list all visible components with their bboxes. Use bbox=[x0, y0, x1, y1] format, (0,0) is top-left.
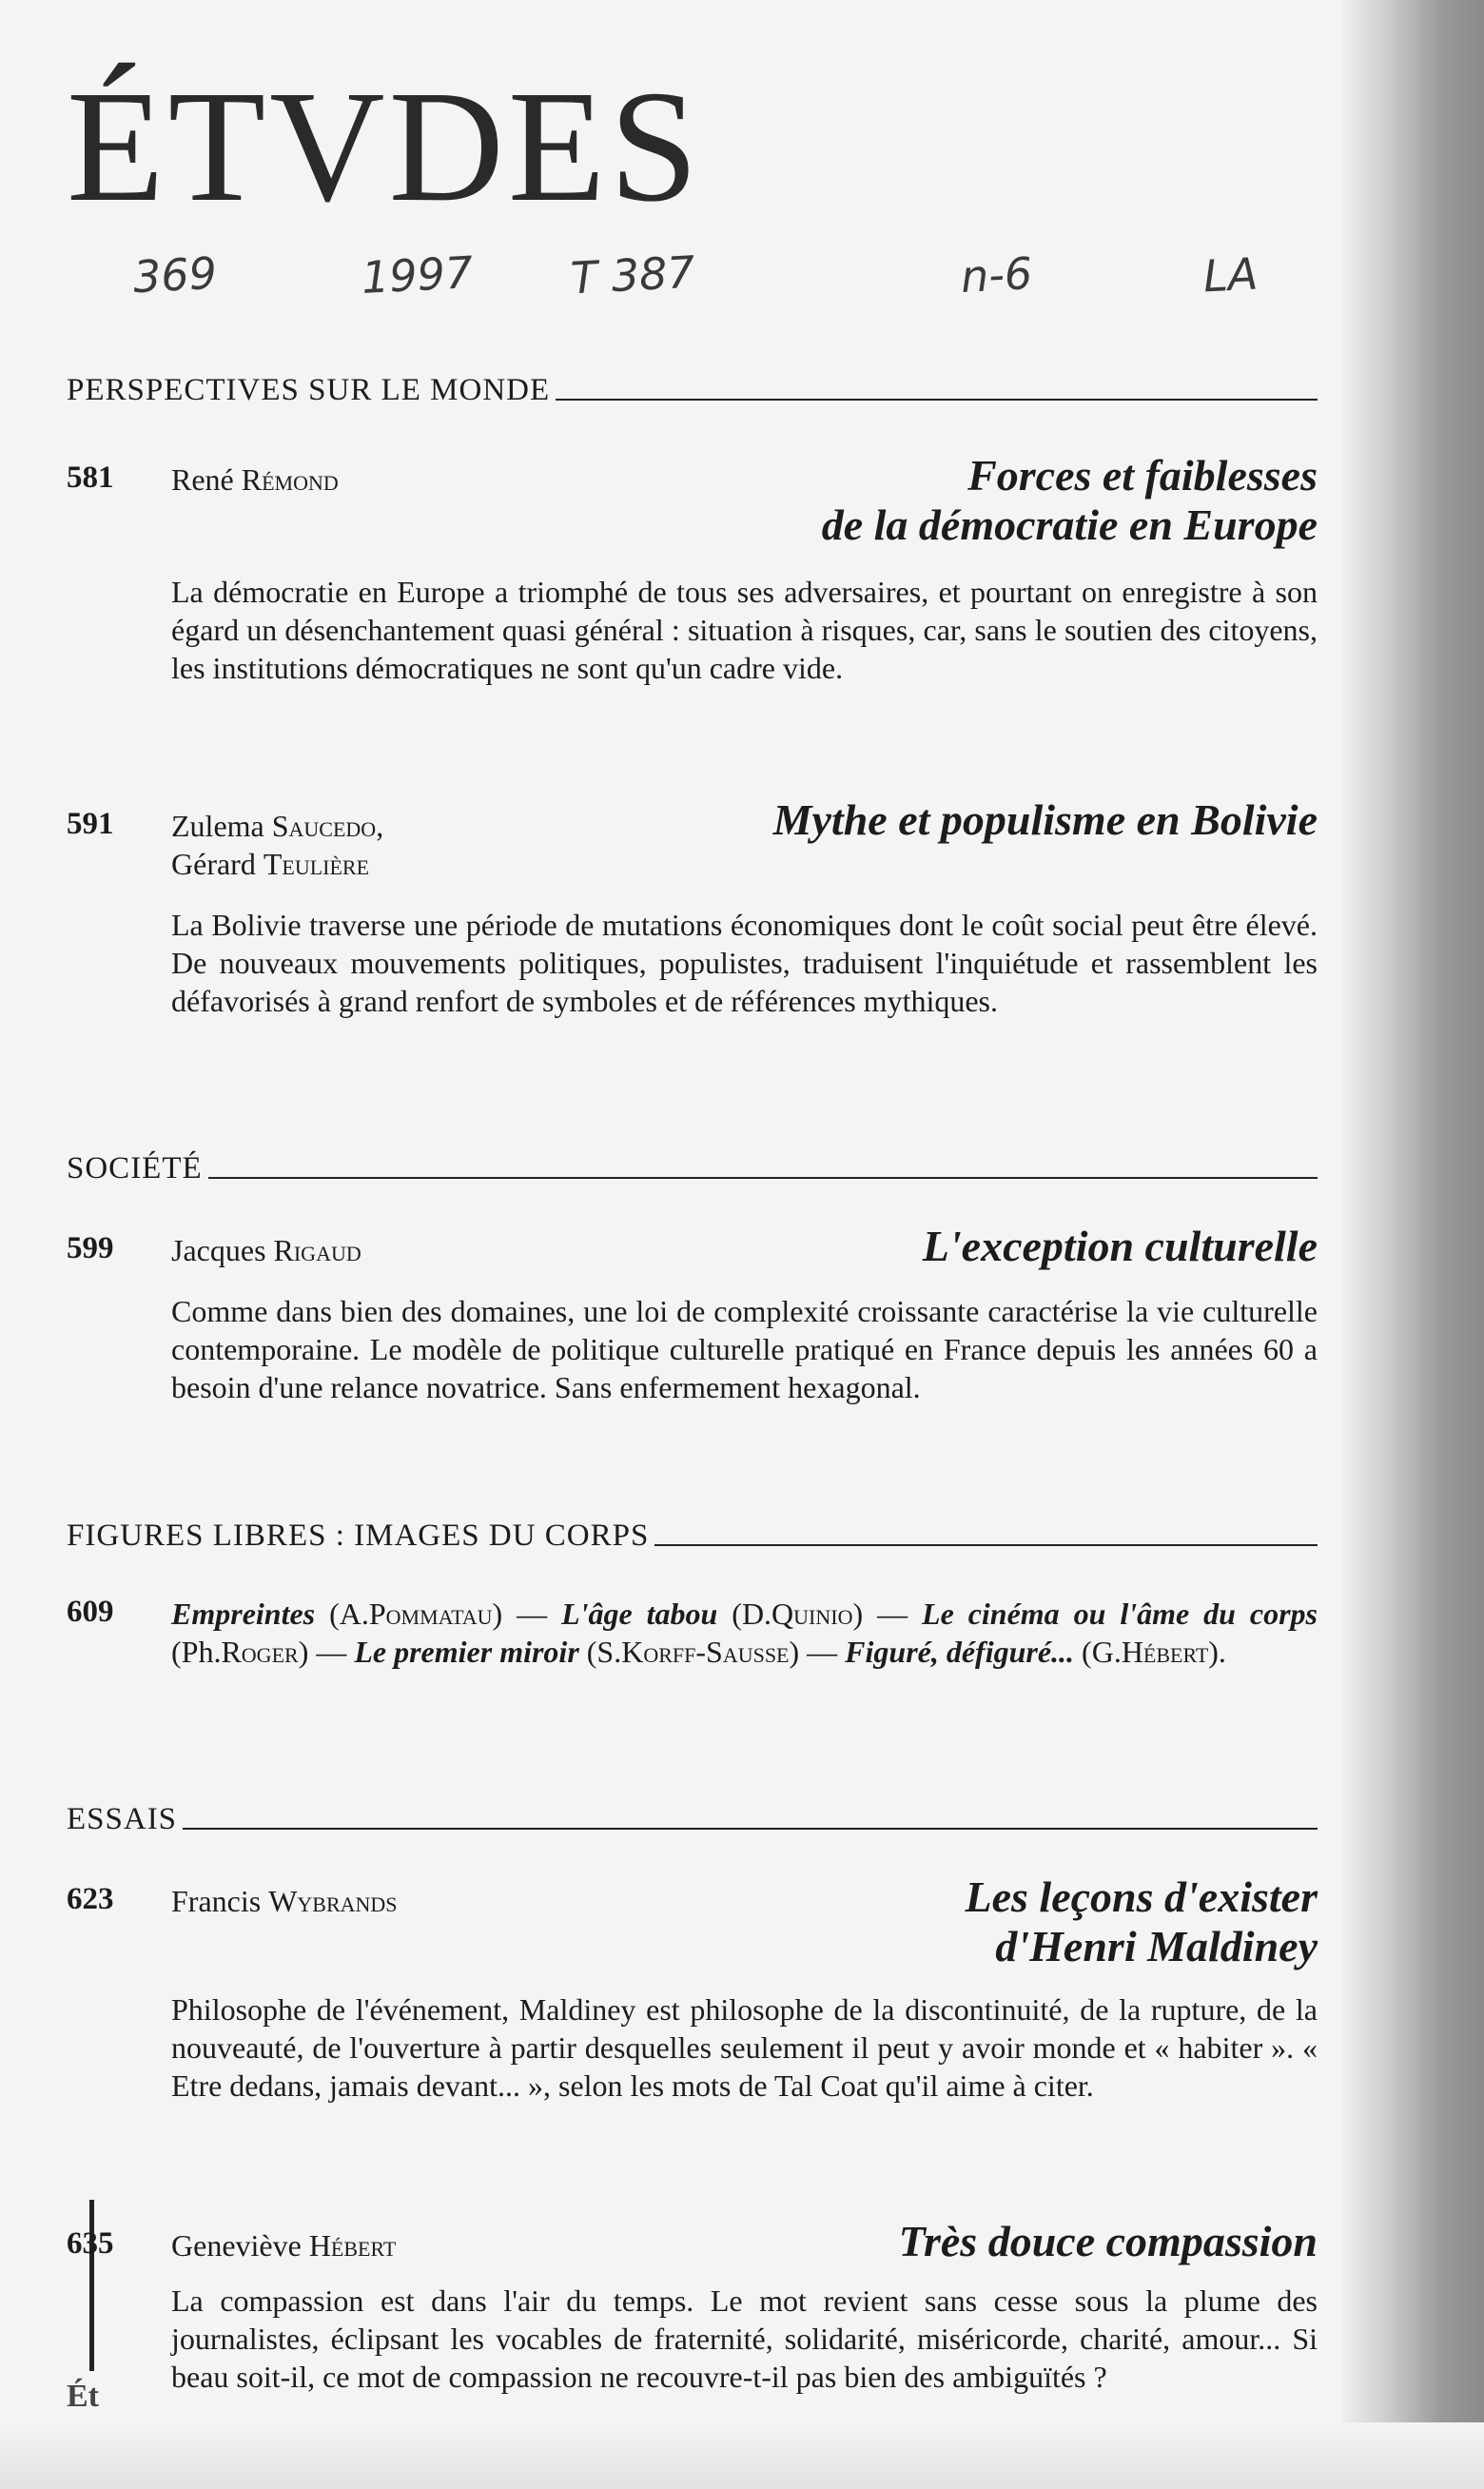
entry-author bbox=[171, 1882, 398, 1920]
entry-author bbox=[171, 807, 383, 883]
author-family-name: Rémond bbox=[241, 462, 339, 497]
section-heading-text: ESSAIS bbox=[67, 1802, 178, 1836]
entry-author bbox=[171, 2226, 396, 2264]
author-given-name: René bbox=[171, 462, 234, 497]
entry-abstract: Philosophe de l'événement, Maldiney est philosophe de la discontinuité, de la rupture, de la nouveauté, de l'ouverture à partir desquelles seulement il peut y avoir monde et « habiter ». « Etre dedans, jamais devant... », selon les mots de Tal Coat qu'il aime à citer. bbox=[171, 1992, 1318, 2103]
figure-separator: — bbox=[308, 1635, 355, 1669]
section-heading-text: SOCIÉTÉ bbox=[67, 1151, 203, 1186]
author-given-name: Gérard bbox=[171, 847, 256, 881]
entry-author bbox=[171, 1231, 361, 1269]
section-heading-societe bbox=[67, 1151, 1318, 1186]
handwritten-issue: n-6 bbox=[959, 247, 1034, 303]
section-rule bbox=[208, 1177, 1318, 1179]
section-rule bbox=[654, 1544, 1318, 1546]
figure-item-title: Figuré, défiguré... bbox=[845, 1635, 1075, 1669]
handwritten-code: LA bbox=[1201, 247, 1259, 303]
entry-title-line: L'exception culturelle bbox=[922, 1222, 1318, 1270]
figure-item-author: Korff-Sausse bbox=[621, 1635, 790, 1669]
entry-title-line: Mythe et populisme en Bolivie bbox=[772, 795, 1318, 844]
figure-item-author-post: ) bbox=[298, 1635, 309, 1669]
figure-item-author: Pommatau bbox=[368, 1597, 493, 1631]
figure-item-author: Quinio bbox=[771, 1597, 853, 1631]
figure-item-author-pre: (Ph. bbox=[171, 1635, 222, 1669]
author-family-name: Teulière bbox=[263, 847, 370, 881]
entry-author bbox=[171, 461, 339, 499]
section-heading-essais bbox=[67, 1802, 1318, 1837]
scan-shadow-edge bbox=[1341, 0, 1484, 2489]
figure-item-author-pre: (D. bbox=[732, 1597, 772, 1631]
figure-item-author: Roger bbox=[221, 1635, 299, 1669]
author-family-name: Saucedo, bbox=[271, 809, 384, 843]
section-heading-figures-libres bbox=[67, 1519, 1318, 1554]
figure-item-author-post: ) bbox=[852, 1597, 864, 1631]
figure-item-author-pre: (G. bbox=[1082, 1635, 1122, 1669]
entry-title-line: d'Henri Maldiney bbox=[995, 1922, 1318, 1970]
author-given-name: Francis bbox=[171, 1884, 262, 1918]
figure-item-title: Le premier miroir bbox=[354, 1635, 579, 1669]
entry-page-number: 591 bbox=[67, 807, 114, 841]
entry-page-number: 609 bbox=[67, 1595, 114, 1629]
author-given-name: Jacques bbox=[171, 1233, 266, 1267]
entry-title-line: de la démocratie en Europe bbox=[821, 500, 1318, 549]
footer-mark: Ét bbox=[67, 2379, 99, 2414]
figure-item-title: L'âge tabou bbox=[561, 1597, 718, 1631]
figure-item-author-post: ) bbox=[492, 1597, 503, 1631]
entry-title bbox=[966, 1872, 1318, 1971]
section-rule bbox=[556, 399, 1318, 401]
entry-abstract: La Bolivie traverse une période de mutations économiques dont le coût social peut être élevé. De nouveaux mouvements politiques, populistes, traduisent l'inquiétude et rassemblent les défavorisés à grand renfort de symboles et de références mythiques. bbox=[171, 908, 1318, 1018]
entry-title-line: Les leçons d'exister bbox=[965, 1872, 1318, 1921]
figures-items-list bbox=[171, 1595, 1318, 1671]
figure-item-author-pre: (A. bbox=[329, 1597, 369, 1631]
section-heading-text: PERSPECTIVES SUR LE MONDE bbox=[67, 373, 551, 407]
figure-item-author-post: ) bbox=[789, 1635, 800, 1669]
figure-item-author-post: ). bbox=[1208, 1635, 1226, 1669]
section-heading-text: FIGURES LIBRES : IMAGES DU CORPS bbox=[67, 1519, 650, 1553]
figure-separator: — bbox=[863, 1597, 923, 1631]
entry-title-line: Forces et faiblesses bbox=[967, 451, 1318, 500]
handwritten-tome: T 387 bbox=[569, 245, 696, 304]
entry-page-number: 635 bbox=[67, 2226, 114, 2261]
figure-separator: — bbox=[799, 1635, 846, 1669]
author-family-name: Wybrands bbox=[268, 1884, 398, 1918]
entry-page-number: 599 bbox=[67, 1231, 114, 1265]
handwritten-year: 1997 bbox=[360, 245, 475, 304]
entry-abstract: La compassion est dans l'air du temps. Le mot revient sans cesse sous la plume des journalistes, éclipsant les vocables de fraternité, solidarité, miséricorde, charité, amour... Si beau soit-il, ce mot de compassion ne recouvre-t-il pas bien des ambiguïtés ? bbox=[171, 2283, 1318, 2394]
entry-title bbox=[899, 2217, 1318, 2266]
section-rule bbox=[183, 1828, 1318, 1830]
entry-abstract: Comme dans bien des domaines, une loi de complexité croissante caractérise la vie culturelle contemporaine. Le modèle de politique culturelle pratiqué en France depuis les années 60 a besoin d'une relance novatrice. Sans enfermement hexagonal. bbox=[171, 1294, 1318, 1404]
author-family-name: Hébert bbox=[308, 2228, 397, 2263]
entry-title bbox=[822, 451, 1318, 550]
entry-page-number: 581 bbox=[67, 461, 114, 495]
entry-abstract: La démocratie en Europe a triomphé de tous ses adversaires, et pourtant on enregistre à son égard un désenchantement quasi général : situation à risques, car, sans le soutien des citoyens, les institutions démocratiques ne sont qu'un cadre vide. bbox=[171, 575, 1318, 685]
figure-item-author-pre: (S. bbox=[586, 1635, 622, 1669]
scan-bottom-edge bbox=[0, 2422, 1484, 2489]
figure-item-title: Empreintes bbox=[171, 1597, 316, 1631]
entry-title bbox=[923, 1222, 1318, 1271]
figure-item-author: Hébert bbox=[1121, 1635, 1209, 1669]
figure-item-title: Le cinéma ou l'âme du corps bbox=[922, 1597, 1318, 1631]
margin-bar bbox=[89, 2200, 94, 2371]
figure-separator: — bbox=[502, 1597, 562, 1631]
section-heading-perspectives bbox=[67, 373, 1318, 408]
entry-title bbox=[773, 795, 1318, 845]
author-given-name: Zulema bbox=[171, 809, 264, 843]
entry-page-number: 623 bbox=[67, 1882, 114, 1916]
entry-title-line: Très douce compassion bbox=[898, 2217, 1318, 2265]
author-given-name: Geneviève bbox=[171, 2228, 302, 2263]
author-family-name: Rigaud bbox=[273, 1233, 361, 1267]
journal-masthead: ÉTVDES bbox=[67, 58, 702, 235]
handwritten-volume: 369 bbox=[131, 246, 219, 304]
